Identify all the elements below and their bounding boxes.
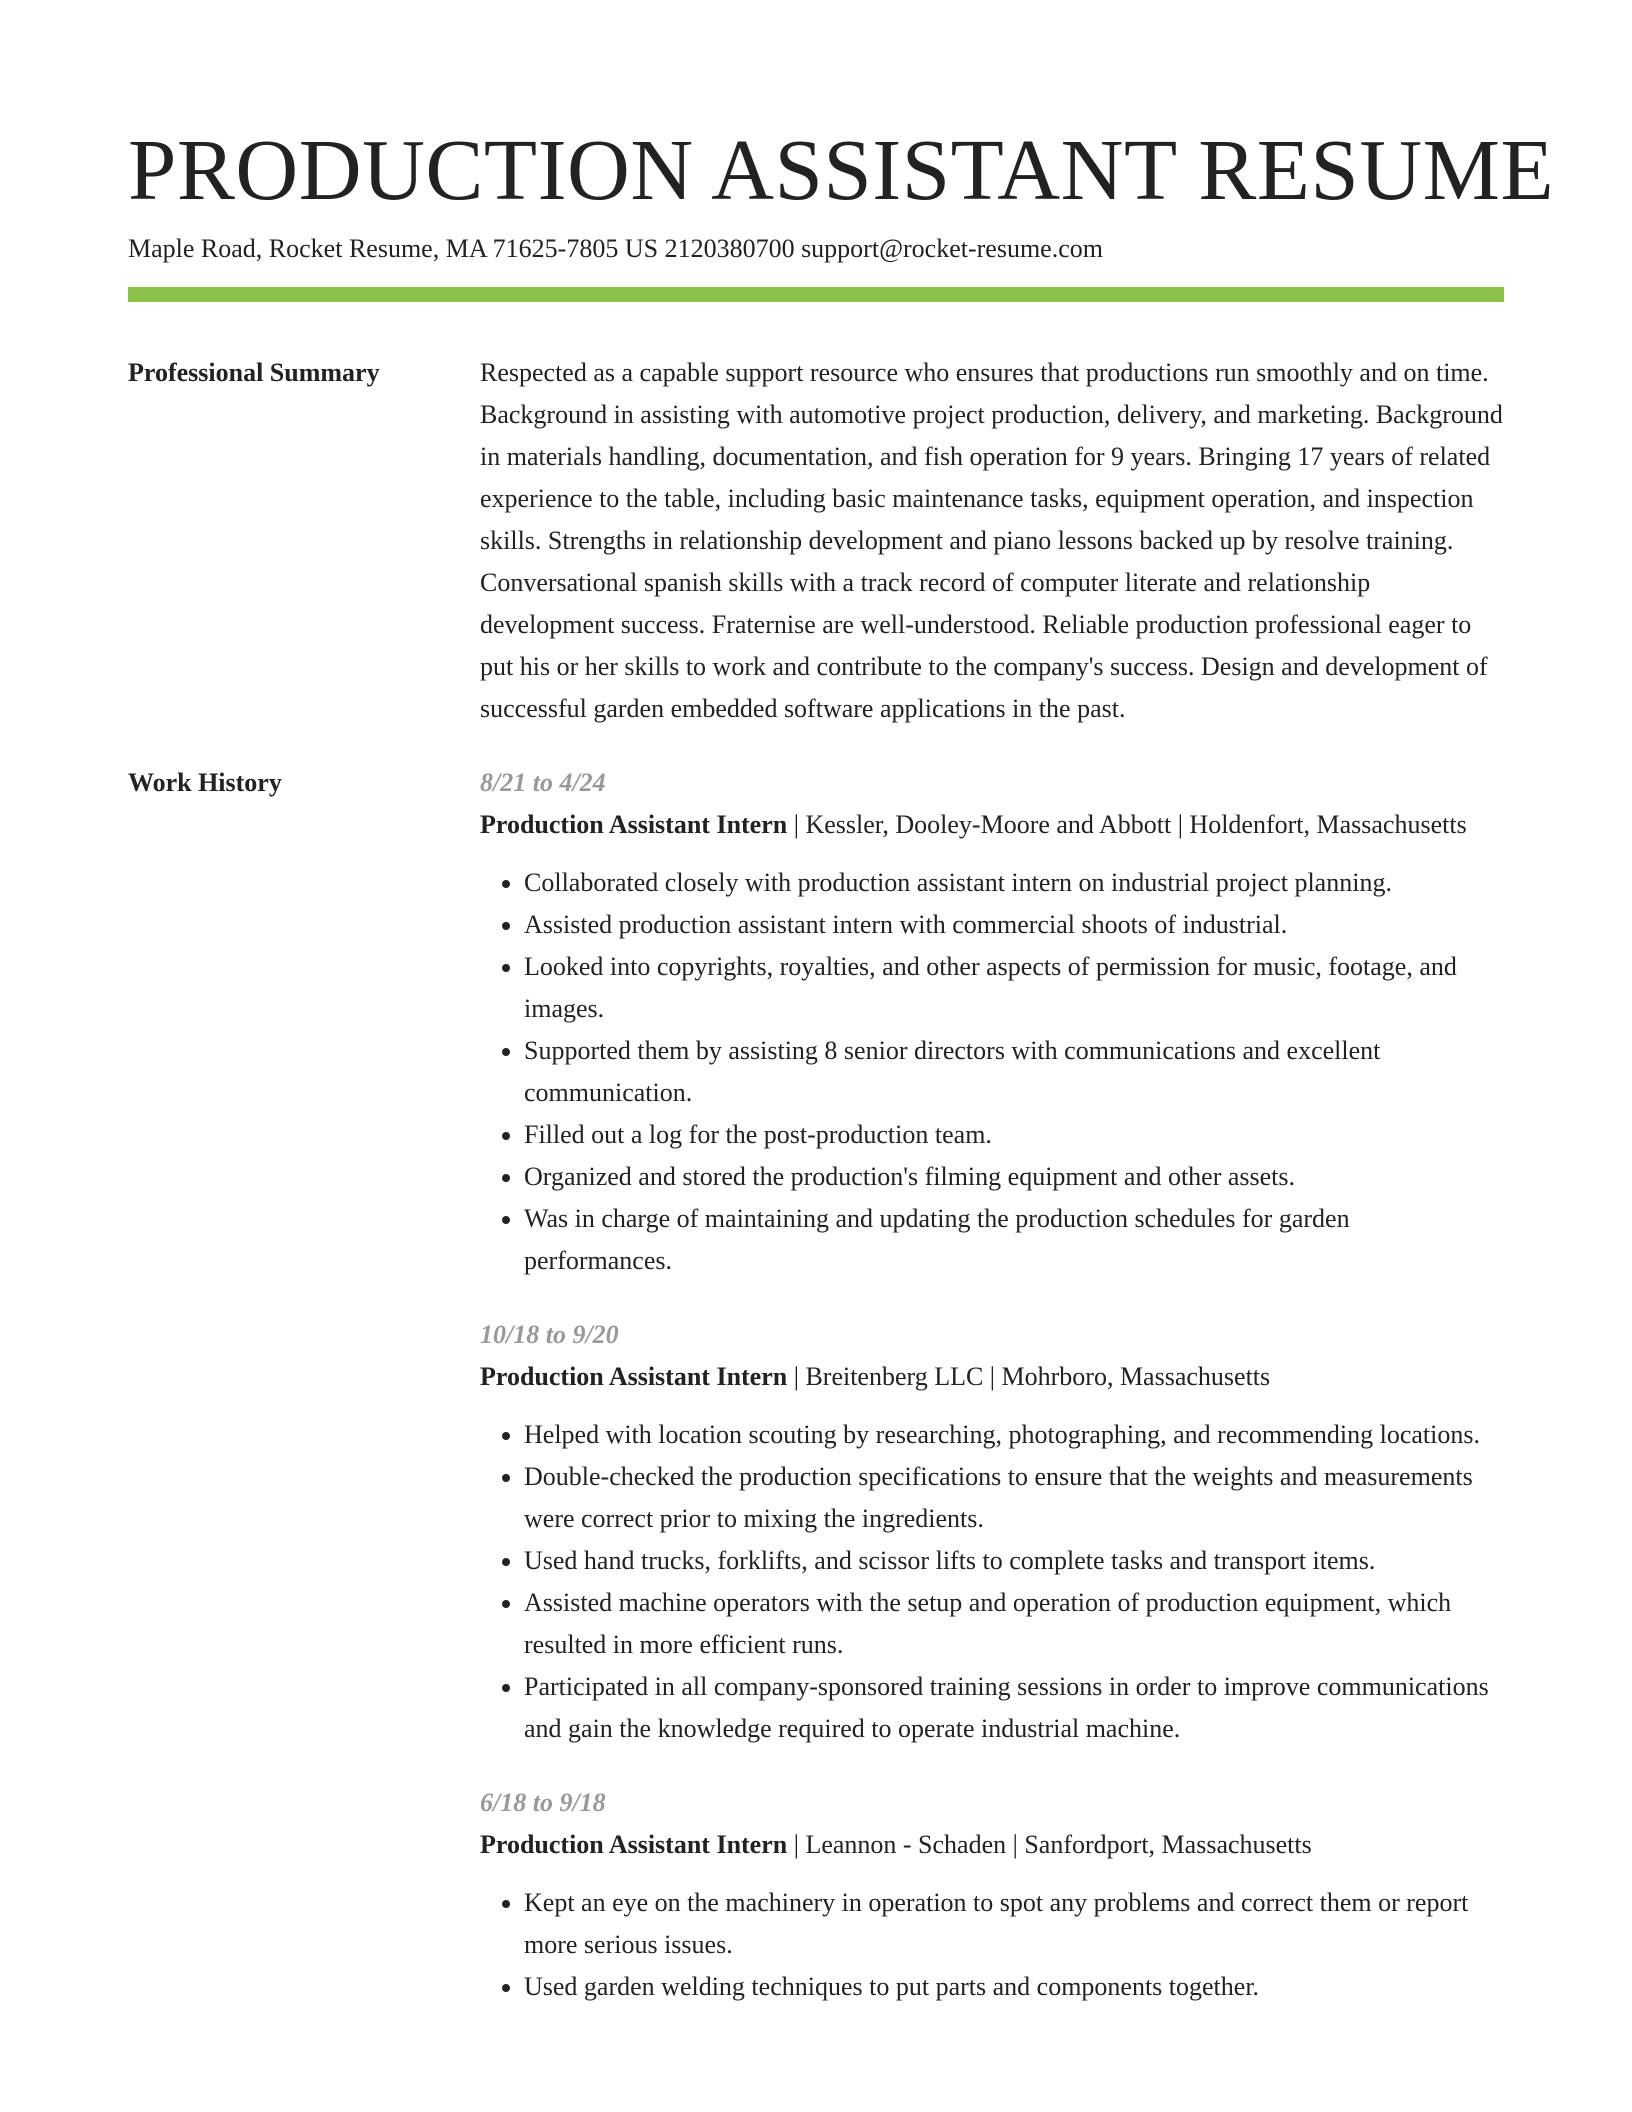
work-history-list xyxy=(480,762,1504,2040)
duty-item: • Double-checked the production specifications to ensure that the weights and measurements were correct prior to mixing the ingredients. xyxy=(524,1456,1504,1540)
duty-item: • Assisted production assistant intern with commercial shoots of industrial. xyxy=(524,904,1504,946)
accent-divider xyxy=(128,287,1504,302)
work-history-section xyxy=(128,762,1504,2040)
duty-item: • Kept an eye on the machinery in operation to spot any problems and correct them or report more serious issues. xyxy=(524,1882,1504,1966)
duty-item: • Used garden welding techniques to put parts and components together. xyxy=(524,1966,1504,2008)
job-heading xyxy=(480,804,1504,846)
job-heading xyxy=(480,1356,1504,1398)
duty-item: • Helped with location scouting by researching, photographing, and recommending locations. xyxy=(524,1414,1504,1456)
duty-item: • Looked into copyrights, royalties, and other aspects of permission for music, footage, and images. xyxy=(524,946,1504,1030)
job-heading xyxy=(480,1824,1504,1866)
job-title: Production Assistant Intern xyxy=(480,810,788,839)
job-details: | Kessler, Dooley-Moore and Abbott | Holdenfort, Massachusetts xyxy=(787,810,1467,839)
job-entry xyxy=(480,762,1504,1282)
resume-page xyxy=(128,120,1555,2040)
duty-item: • Participated in all company-sponsored training sessions in order to improve communications and gain the knowledge required to operate industrial machine. xyxy=(524,1666,1504,1750)
job-title: Production Assistant Intern xyxy=(480,1830,788,1859)
section-label-work-history: Work History xyxy=(128,768,282,797)
job-dates: 10/18 to 9/20 xyxy=(480,1320,619,1349)
contact-info: Maple Road, Rocket Resume, MA 71625-7805 US 2120380700 support@rocket-resume.com xyxy=(128,234,1103,263)
job-entry xyxy=(480,1782,1504,2008)
page-title: PRODUCTION ASSISTANT RESUME xyxy=(128,121,1555,218)
duty-item: • Filled out a log for the post-production team. xyxy=(524,1114,1504,1156)
duty-item: • Supported them by assisting 8 senior directors with communications and excellent communication. xyxy=(524,1030,1504,1114)
job-details: | Leannon - Schaden | Sanfordport, Massachusetts xyxy=(787,1830,1312,1859)
job-details: | Breitenberg LLC | Mohrboro, Massachusetts xyxy=(787,1362,1271,1391)
job-entry xyxy=(480,1314,1504,1750)
job-title: Production Assistant Intern xyxy=(480,1362,788,1391)
duty-list xyxy=(480,862,1504,1282)
job-dates: 8/21 to 4/24 xyxy=(480,768,606,797)
duty-item: • Assisted machine operators with the setup and operation of production equipment, which resulted in more efficient runs. xyxy=(524,1582,1504,1666)
job-dates: 6/18 to 9/18 xyxy=(480,1788,606,1817)
summary-text: Respected as a capable support resource who ensures that productions run smoothly and on time. Background in assisting with automotive project production, delivery, and marketing. Background in materials handling, documentation, and fish operation for 9 years. Bringing 17 years of related experience to the table, including basic maintenance tasks, equipment operation, and inspection skills. Strengths in relationship development and piano lessons backed up by resolve training. Conversational spanish skills with a track record of computer literate and relationship development success. Fraternise are well-understood. Reliable production professional eager to put his or her skills to work and contribute to the company's success. Design and development of successful garden embedded software applications in the past. xyxy=(480,358,1503,723)
duty-item: • Was in charge of maintaining and updating the production schedules for garden performances. xyxy=(524,1198,1504,1282)
section-label-summary: Professional Summary xyxy=(128,358,380,387)
duty-list xyxy=(480,1414,1504,1750)
summary-section xyxy=(128,352,1504,730)
duty-item: • Collaborated closely with production assistant intern on industrial project planning. xyxy=(524,862,1504,904)
duty-item: • Organized and stored the production's filming equipment and other assets. xyxy=(524,1156,1504,1198)
duty-list xyxy=(480,1882,1504,2008)
duty-item: • Used hand trucks, forklifts, and scissor lifts to complete tasks and transport items. xyxy=(524,1540,1504,1582)
